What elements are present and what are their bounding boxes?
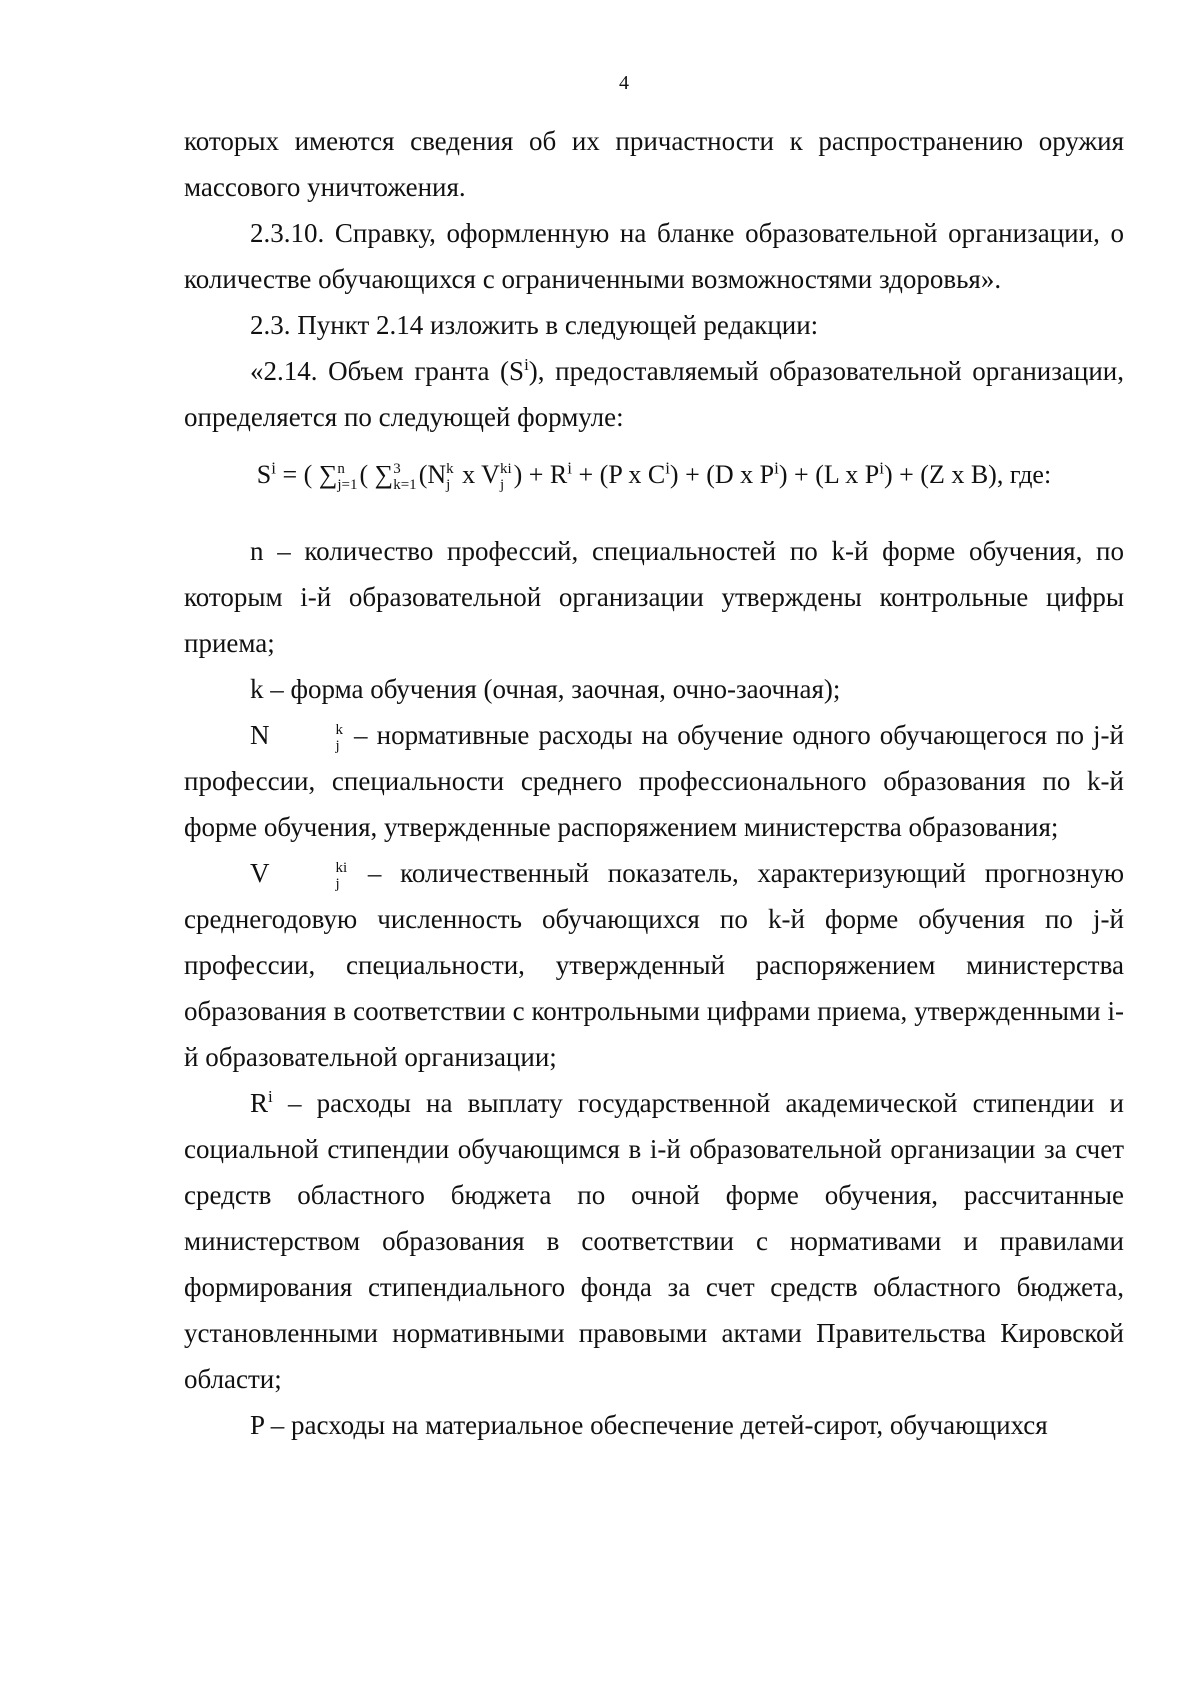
formula-l-p: ) + (L x P <box>778 460 880 489</box>
paragraph-2-3: 2.3. Пункт 2.14 изложить в следующей редакции: <box>250 310 819 340</box>
sum-2-limits <box>393 461 416 493</box>
formula-paren-2: (N <box>418 460 447 489</box>
nj-symbol <box>250 720 345 754</box>
nj-sup: k <box>335 721 343 738</box>
p-sup-2: i <box>879 458 884 478</box>
vj-symbol <box>250 858 349 892</box>
definition-n: n – количество профессий, специальностей по k-й форме обучения, по которым i-й образовательной организации утверждены контрольные цифры приема; <box>184 536 1124 658</box>
v-sup: ki <box>499 461 512 478</box>
r-definition-text: – расходы на выплату государственной академической стипендии и социальной стипендии обучающимся в i-й образовательной организации за счет средств областного бюджета по очной форме обучения, рассчитанные министерством образования в соответствии с нормативами и правилами формирования стипендиального фонда за счет средств областного бюджета, установленными нормативными правовыми актами Правительства Кировской области; <box>184 1088 1124 1394</box>
sum-1-limits <box>337 461 357 493</box>
formula-s: S <box>256 460 272 489</box>
r-sup: i <box>567 458 573 478</box>
n-sup: k <box>446 461 454 478</box>
v-sub: j <box>499 477 505 494</box>
paragraph-2-14 <box>184 348 1124 440</box>
definition-nj <box>184 712 1124 850</box>
definition-k: k – форма обучения (очная, заочная, очно-заочная); <box>250 674 841 704</box>
paragraph-2-14-end: ), предоставляемый образовательной организации, определяется по следующей формуле: <box>184 356 1124 432</box>
vj-definition-text: – количественный показатель, характеризующий прогнозную среднегодовую численность обучающихся по k-й форме обучения по j-й профессии, специальности, утвержденный распоряжением министерства образования в соответствии с контрольными цифрами приема, утвержденными i-й образовательной организации; <box>184 858 1124 1072</box>
formula-open: = ( <box>275 460 319 489</box>
formula-sum-1: ∑ <box>318 460 338 489</box>
vj-sub: j <box>335 875 340 892</box>
c-sup: i <box>665 458 670 478</box>
grant-superscript: i <box>524 355 529 374</box>
formula-s-sup: i <box>271 458 276 478</box>
grant-formula <box>184 452 1124 498</box>
nj-letter: N <box>250 720 270 750</box>
formula-paren-1: ( <box>359 460 375 489</box>
sum-2-top: 3 <box>393 461 401 478</box>
sum-1-top: n <box>337 461 345 478</box>
formula-sum-2: ∑ <box>374 460 394 489</box>
document-body <box>184 118 1124 1448</box>
v-indices <box>500 461 512 493</box>
paragraph-2-3-10: 2.3.10. Справку, оформленную на бланке образовательной организации, о количестве обучающихся с ограниченными возможностями здоровья». <box>184 218 1124 294</box>
r-letter: R <box>250 1088 269 1118</box>
formula-p-c: + (P x C <box>572 460 666 489</box>
definition-vj <box>184 850 1124 1080</box>
page-number: 4 <box>619 72 629 94</box>
n-sub: j <box>446 477 451 494</box>
sum-1-bottom: j=1 <box>337 477 358 494</box>
nj-sub: j <box>335 737 340 754</box>
formula-close-r: ) + R <box>513 460 568 489</box>
definition-p: P – расходы на материальное обеспечение детей-сирот, обучающихся <box>250 1410 1048 1440</box>
sum-2-bottom: k=1 <box>393 477 417 494</box>
definition-r <box>184 1080 1124 1402</box>
p-sup-1: i <box>774 458 779 478</box>
vj-letter: V <box>250 858 270 888</box>
n-indices <box>446 461 454 493</box>
formula-d-p: ) + (D x P <box>669 460 775 489</box>
paragraph-continuation: которых имеются сведения об их причастности к распространению оружия массового уничтожения. <box>184 126 1124 202</box>
vj-sup: ki <box>335 859 348 876</box>
nj-definition-text: – нормативные расходы на обучение одного обучающегося по j-й профессии, специальности среднего профессионального образования по k-й форме обучения, утвержденные распоряжением министерства образования; <box>184 720 1124 842</box>
formula-tail: ) + (Z x B), где: <box>883 460 1052 489</box>
paragraph-2-14-start: «2.14. Объем гранта (S <box>250 356 525 386</box>
nj-indices <box>270 722 344 754</box>
r-def-sup: i <box>268 1087 273 1106</box>
vj-indices <box>270 860 348 892</box>
formula-times-v: x V <box>455 460 500 489</box>
